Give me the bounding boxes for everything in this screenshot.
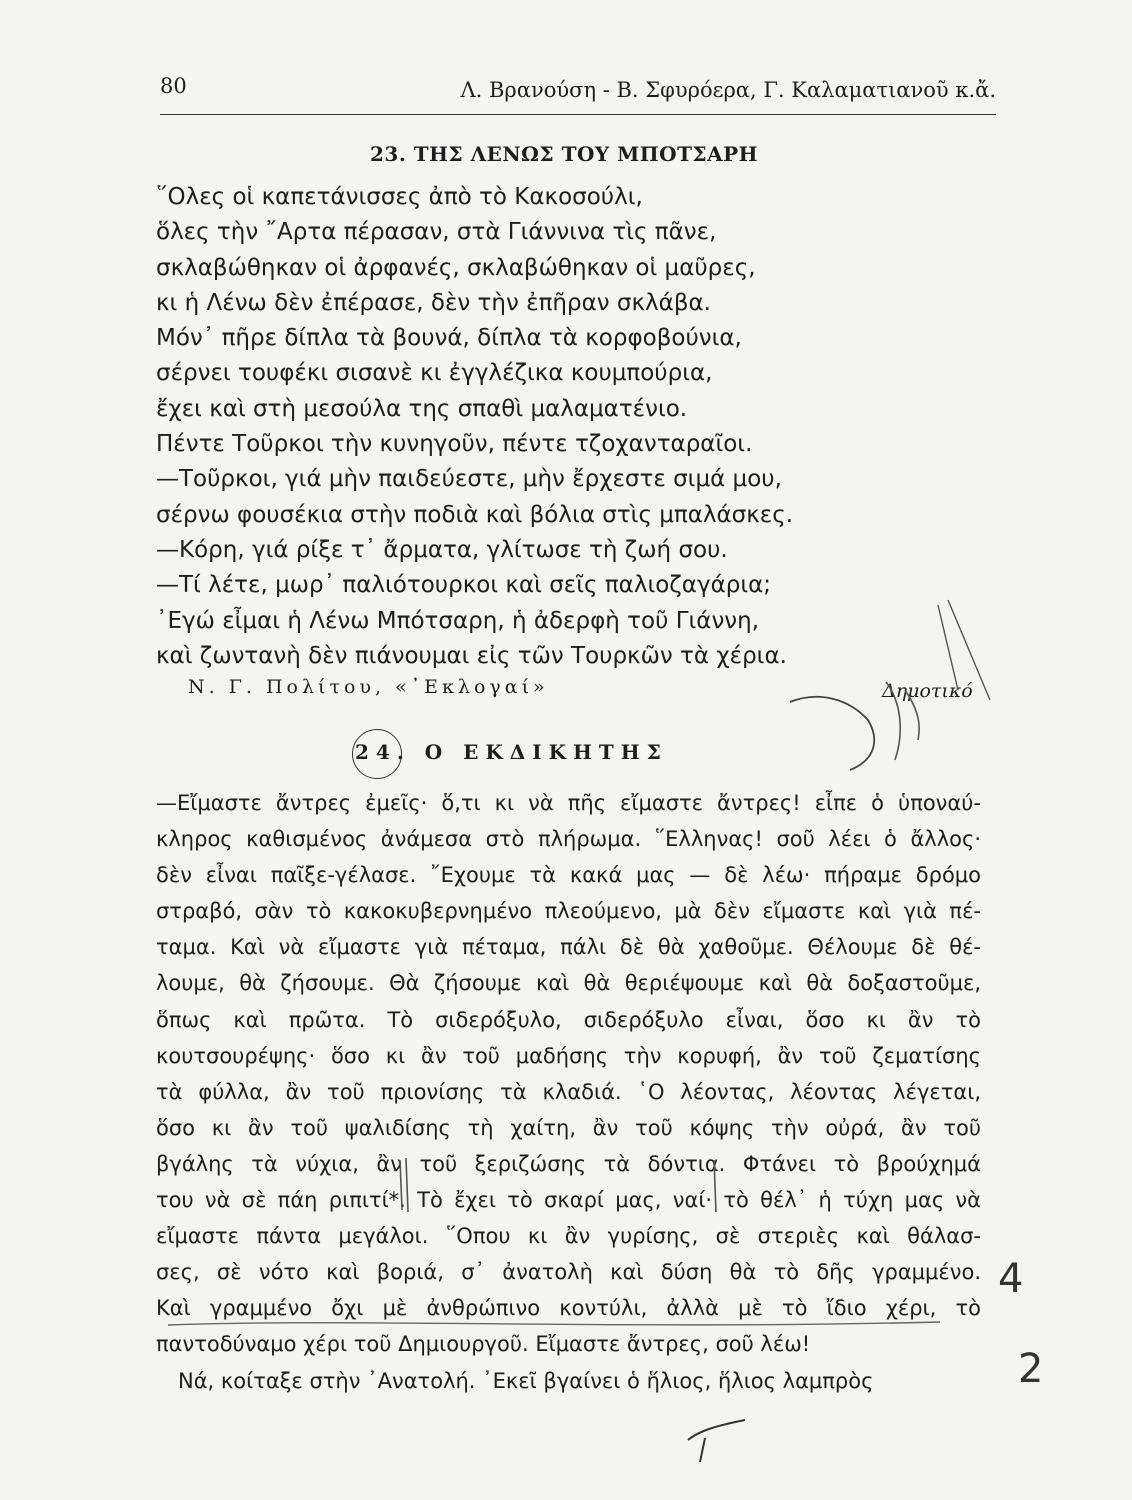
story-body <box>156 785 981 1399</box>
handwritten-note: 2 <box>1018 1346 1044 1392</box>
story-line: κουτσουρέψης· ὅσο κι ἂν τοῦ μαδήσης τὴν κορυφή, ἂν τοῦ ζεματίσης <box>156 1043 981 1068</box>
handwritten-note: 4 <box>998 1256 1024 1302</box>
poem-line: Πέντε Τοῦρκοι τὴν κυνηγοῦν, πέντε τζοχανταραῖοι. <box>156 431 753 458</box>
story-line: δὲν εἶναι παῖξε-γέλασε. ῎Εχουμε τὰ κακά μας — δὲ λέω· πήραμε δρόμο <box>156 863 981 888</box>
story-line: παντοδύναμο χέρι τοῦ Δημιουργοῦ. Εἴμαστε ἄντρες, σοῦ λέω! <box>156 1332 811 1357</box>
poem-line: ἔχει καὶ στὴ μεσούλα της σπαθὶ μαλαματένιο. <box>156 395 688 422</box>
story-line: Νά, κοίταξε στὴν ᾽Ανατολή. ᾽Εκεῖ βγαίνει ὁ ἥλιος, ἥλιος λαμπρὸς <box>178 1368 874 1393</box>
story-line: στραβό, σὰν τὸ κακοκυβερνημένο πλεούμενο, μὰ δὲν εἴμαστε καὶ γιὰ πέ- <box>156 899 981 924</box>
poem-line: —Τί λέτε, μωρ᾽ παλιότουρκοι καὶ σεῖς παλιοζαγάρια; <box>156 572 772 599</box>
poem-line: κι ἡ Λένω δὲν ἐπέρασε, δὲν τὴν ἐπῆραν σκλάβα. <box>156 289 711 316</box>
story-line: του νὰ σὲ πάη ριπιτί*. Τὸ ἔχει τὸ σκαρί μας, ναί· τὸ θέλ᾽ ἡ τύχη μας νὰ <box>156 1188 981 1213</box>
poem-line: ῞Ολες οἱ καπετάνισσες ἀπὸ τὸ Κακοσούλι, <box>156 184 643 210</box>
poem-line: —Κόρη, γιά ρίξε τ᾽ ἄρματα, γλίτωσε τὴ ζωή σου. <box>156 536 728 563</box>
poem-genre: Δημοτικό <box>882 680 973 702</box>
story-line: εἴμαστε πάντα μεγάλοι. ῞Οπου κι ἂν γυρίσης, σὲ στεριὲς καὶ θάλασ- <box>156 1224 981 1249</box>
poem-line: σέρνω φουσέκια στὴν ποδιὰ καὶ βόλια στὶς μπαλάσκες. <box>156 501 794 528</box>
poem-line: ὅλες τὴν ῎Αρτα πέρασαν, στὰ Γιάννινα τὶς πᾶνε, <box>156 219 717 246</box>
page-header <box>160 74 996 115</box>
story-line: Καὶ γραμμένο ὄχι μὲ ἀνθρώπινο κοντύλι, ἀλλὰ μὲ τὸ ἴδιο χέρι, τὸ <box>156 1296 981 1321</box>
poem-source: Ν. Γ. Πολίτου, «᾽Εκλογαί» <box>188 676 549 698</box>
poem-line: Μόν᾽ πῆρε δίπλα τὰ βουνά, δίπλα τὰ κορφοβούνια, <box>156 325 742 352</box>
story-line: λουμε, θὰ ζήσουμε. Θὰ ζήσουμε καὶ θὰ θεριέψουμε καὶ θὰ δοξαστοῦμε, <box>156 971 981 996</box>
handwritten-scribble <box>790 697 874 770</box>
story-line: ὅσο κι ἂν τοῦ ψαλιδίσης τὴ χαίτη, ἂν τοῦ κόψης τὴν οὐρά, ἂν τοῦ <box>156 1115 981 1140</box>
poem-body <box>156 180 1016 674</box>
story-line: κληρος καθισμένος ἀνάμεσα στὸ πλήρωμα. ῞Ελληνας! σοῦ λέει ὁ ἄλλος· <box>156 827 981 852</box>
poem-line: καὶ ζωντανὴ δὲν πιάνουμαι εἰς τῶν Τουρκῶν τὰ χέρια. <box>156 642 787 669</box>
running-head: Λ. Βρανούση - Β. Σφυρόερα, Γ. Καλαματιανοῦ κ.ἄ. <box>460 78 996 102</box>
poem-line: σκλαβώθηκαν οἱ ἀρφανές, σκλαβώθηκαν οἱ μαῦρες, <box>156 254 756 281</box>
page-number: 80 <box>160 74 187 98</box>
story-line: σες, σὲ νότο καὶ βοριά, σ᾽ ἀνατολὴ καὶ δύση θὰ τὸ δῆς γραμμένο. <box>156 1260 981 1285</box>
poem-line: ᾽Εγώ εἶμαι ἡ Λένω Μπότσαρη, ἡ ἀδερφὴ τοῦ Γιάννη, <box>156 607 760 634</box>
story-line: ταμα. Καὶ νὰ εἴμαστε γιὰ πέταμα, πάλι δὲ θὰ χαθοῦμε. Θέλουμε δὲ θέ- <box>156 935 981 960</box>
poem-title: 23. ΤΗΣ ΛΕΝΩΣ ΤΟΥ ΜΠΟΤΣΑΡΗ <box>370 142 759 166</box>
story-title: 24. Ο ΕΚΔΙΚΗΤΗΣ <box>355 740 668 764</box>
handwritten-pen-mark <box>688 1420 745 1462</box>
poem-line: —Τοῦρκοι, γιά μὴν παιδεύεστε, μὴν ἔρχεστε σιμά μου, <box>156 466 782 493</box>
story-line: τὰ φύλλα, ἂν τοῦ πριονίσης τὰ κλαδιά. ῾Ο λέοντας, λέοντας λέγεται, <box>156 1079 981 1104</box>
story-line: ὅπως καὶ πρῶτα. Τὸ σιδερόξυλο, σιδερόξυλο εἶναι, ὅσο κι ἂν τὸ <box>156 1007 981 1032</box>
poem-line: σέρνει τουφέκι σισανὲ κι ἐγγλέζικα κουμπούρια, <box>156 360 713 387</box>
story-line: βγάλης τὰ νύχια, ἂν τοῦ ξεριζώσης τὰ δόντια. Φτάνει τὸ βρούχημά <box>156 1151 981 1176</box>
story-line: —Εἴμαστε ἄντρες ἐμεῖς· ὅ,τι κι νὰ πῆς εἴμαστε ἄντρες! εἶπε ὁ ὑποναύ- <box>156 791 981 815</box>
